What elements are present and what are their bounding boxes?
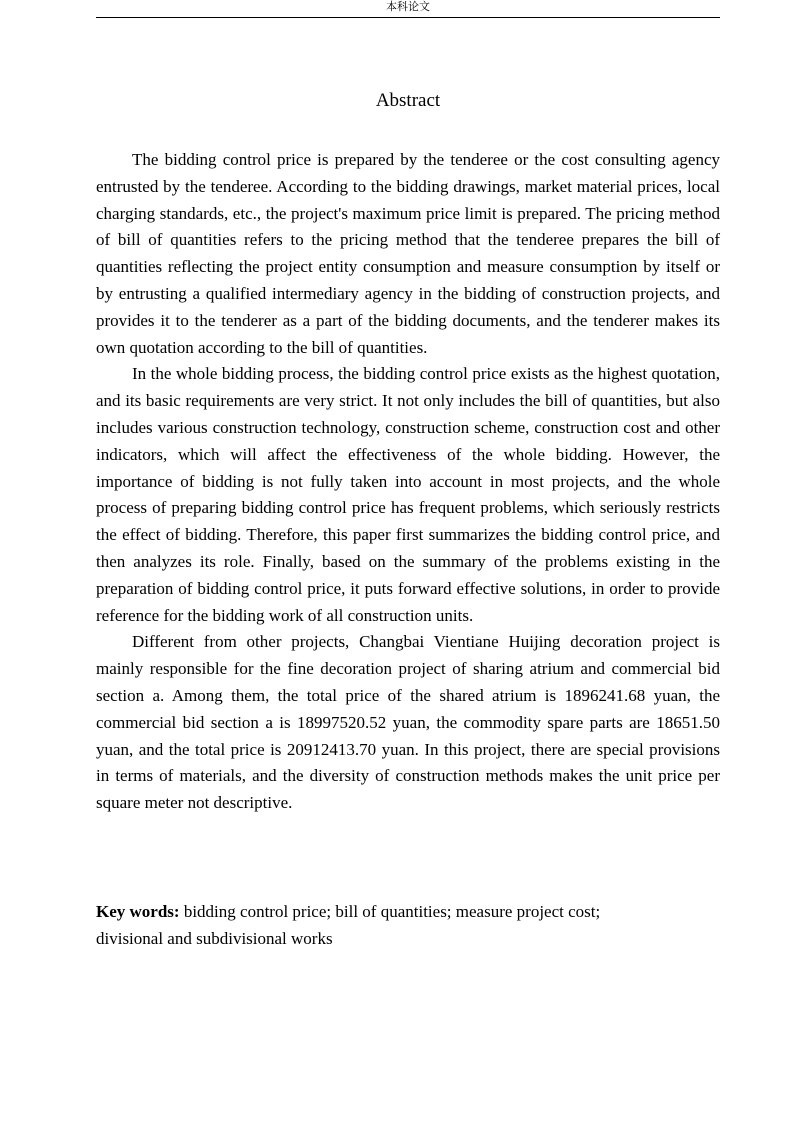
abstract-paragraph-1: The bidding control price is prepared by the tenderee or the cost consulting agency entrusted by the tenderee. According to the bidding drawings, market material prices, local charging standards, etc., the project's maximum price limit is prepared. The pricing method of bill of quantities refers to the pricing method that the tenderee prepares the bill of quantities reflecting the project entity consumption and measure consumption by itself or by entrusting a qualified intermediary agency in the bidding of construction projects, and provides it to the tenderer as a part of the bidding documents, and the tenderer makes its own quotation according to the bill of quantities. — [96, 150, 720, 357]
running-header-title: 本科论文 — [386, 1, 430, 13]
keywords-block — [96, 898, 720, 952]
abstract-body — [96, 147, 720, 817]
keywords-label: Key words: — [96, 902, 180, 921]
keywords-line-2: divisional and subdivisional works — [96, 929, 333, 948]
running-header — [96, 0, 720, 18]
keywords-line-1: bidding control price; bill of quantities; measure project cost; — [179, 902, 601, 921]
abstract-paragraph-2: In the whole bidding process, the bidding control price exists as the highest quotation, and its basic requirements are very strict. It not only includes the bill of quantities, but also includes various construction technology, construction scheme, construction cost and other indicators, which will affect the effectiveness of the whole bidding. However, the importance of bidding is not fully taken into account in most projects, and the whole process of preparing bidding control price has frequent problems, which seriously restricts the effect of bidding. Therefore, this paper first summarizes the bidding control price, and then analyzes its role. Finally, based on the summary of the problems existing in the preparation of bidding control price, it puts forward effective solutions, in order to provide reference for the bidding work of all construction units. — [96, 364, 720, 625]
abstract-title: Abstract — [375, 90, 441, 111]
abstract-paragraph-3: Different from other projects, Changbai Vientiane Huijing decoration project is mainly responsible for the fine decoration project of sharing atrium and commercial bid section a. Among them, the total price of the shared atrium is 1896241.68 yuan, the commercial bid section a is 18997520.52 yuan, the commodity spare parts are 18651.50 yuan, and the total price is 20912413.70 yuan. In this project, there are special provisions in terms of materials, and the diversity of construction methods makes the unit price per square meter not descriptive. — [96, 632, 720, 813]
